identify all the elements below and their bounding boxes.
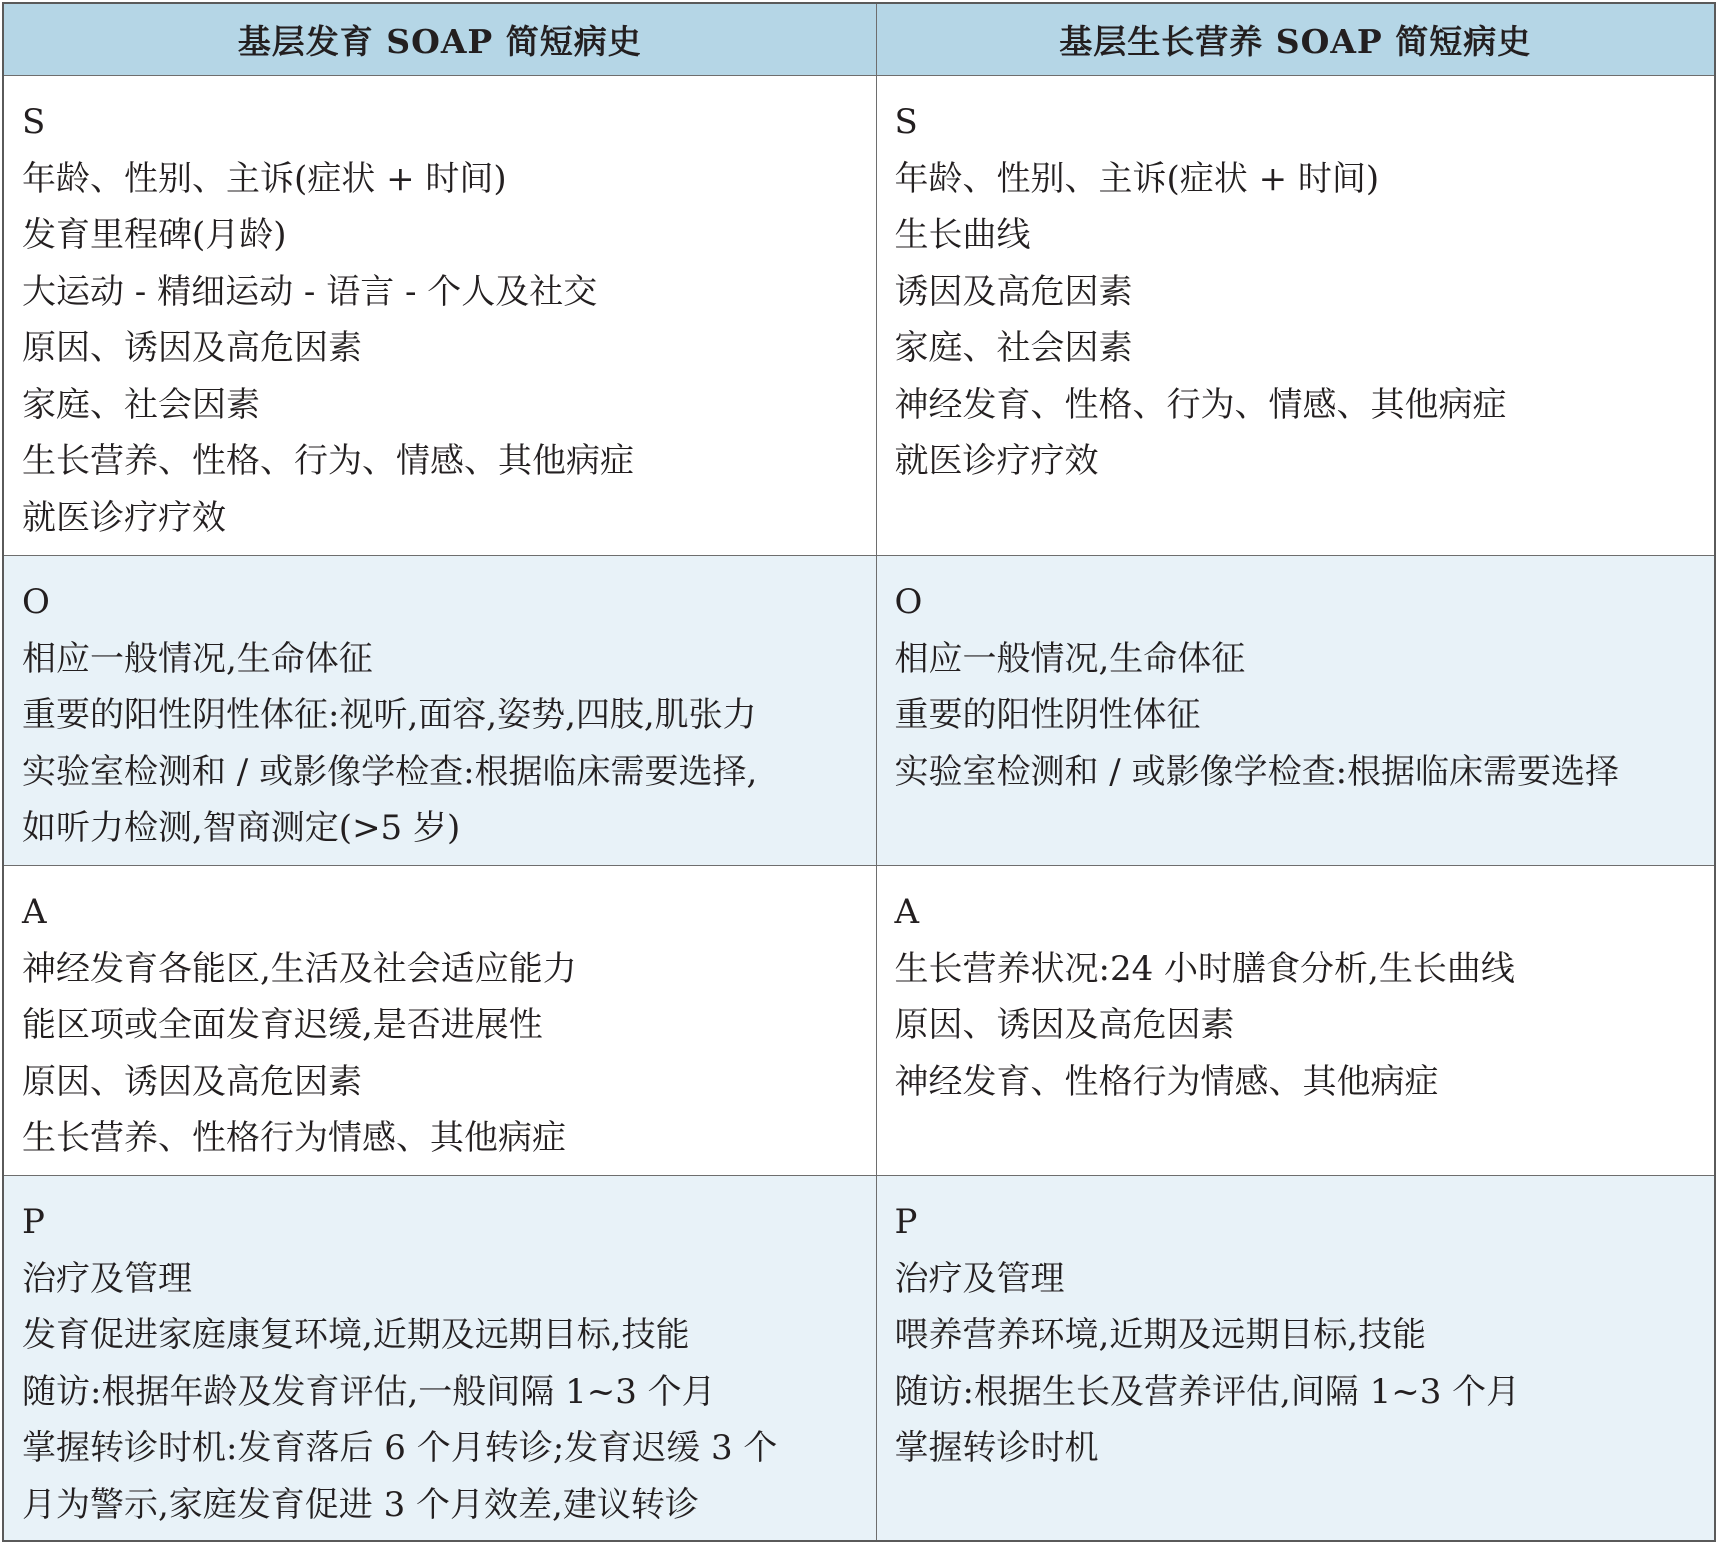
cell-line: 实验室检测和 / 或影像学检查:根据临床需要选择: [894, 751, 1620, 792]
cell-line: 原因、诱因及高危因素: [22, 1061, 362, 1102]
cell-line: 发育里程碑(月龄): [22, 215, 287, 255]
cell-line: 实验室检测和 / 或影像学检查:根据临床需要选择,: [22, 751, 758, 792]
header-growth-nutrition-soap: 基层生长营养 SOAP 简短病史: [876, 3, 1715, 76]
section-letter-s: S: [894, 102, 918, 142]
cell-line: 治疗及管理: [894, 1258, 1065, 1299]
cell-line: 原因、诱因及高危因素: [22, 328, 362, 368]
cell-line: 生长营养、性格行为情感、其他病症: [22, 1118, 566, 1158]
cell-growth-s: [876, 76, 1715, 556]
cell-development-o: [3, 556, 876, 866]
table-header-row: [3, 3, 1715, 76]
table-row-p: [3, 1176, 1715, 1542]
cell-line: 大运动 - 精细运动 - 语言 - 个人及社交: [22, 271, 598, 312]
section-letter-o: O: [894, 582, 923, 622]
cell-line: 家庭、社会因素: [22, 384, 260, 425]
cell-line: 神经发育、性格、行为、情感、其他病症: [894, 384, 1507, 425]
cell-line: 神经发育各能区,生活及社会适应能力: [22, 948, 577, 989]
cell-line: 家庭、社会因素: [894, 328, 1133, 368]
section-letter-a: A: [894, 892, 920, 932]
cell-line: 年龄、性别、主诉(症状 + 时间): [22, 158, 507, 199]
cell-line: 掌握转诊时机:发育落后 6 个月转诊;发育迟缓 3 个: [22, 1428, 778, 1468]
cell-line: 相应一般情况,生命体征: [894, 638, 1246, 679]
section-letter-s: S: [22, 102, 46, 142]
header-development-soap: 基层发育 SOAP 简短病史: [3, 3, 876, 76]
cell-line: 如听力检测,智商测定(>5 岁): [22, 808, 461, 848]
cell-development-s: [3, 76, 876, 556]
cell-line: 相应一般情况,生命体征: [22, 638, 373, 679]
cell-growth-o: [876, 556, 1715, 866]
cell-line: 原因、诱因及高危因素: [894, 1005, 1235, 1045]
section-letter-a: A: [22, 892, 47, 932]
cell-development-p: [3, 1176, 876, 1542]
section-letter-p: P: [894, 1202, 918, 1242]
cell-line: 随访:根据年龄及发育评估,一般间隔 1~3 个月: [22, 1371, 716, 1412]
cell-growth-a: [876, 866, 1715, 1176]
cell-line: 诱因及高危因素: [894, 271, 1133, 312]
cell-line: 能区项或全面发育迟缓,是否进展性: [22, 1005, 543, 1045]
table-row-s: [3, 76, 1715, 556]
table-row-o: [3, 556, 1715, 866]
cell-line: 掌握转诊时机: [894, 1428, 1099, 1468]
cell-line: 随访:根据生长及营养评估,间隔 1~3 个月: [894, 1371, 1521, 1412]
cell-line: 生长曲线: [894, 215, 1031, 255]
cell-line: 生长营养、性格、行为、情感、其他病症: [22, 441, 634, 481]
cell-development-a: [3, 866, 876, 1176]
table-row-a: [3, 866, 1715, 1176]
cell-line: 月为警示,家庭发育促进 3 个月效差,建议转诊: [22, 1484, 699, 1525]
cell-line: 就医诊疗疗效: [894, 441, 1099, 481]
cell-line: 重要的阳性阴性体征: [894, 695, 1201, 735]
cell-line: 治疗及管理: [22, 1258, 192, 1299]
cell-line: 重要的阳性阴性体征:视听,面容,姿势,四肢,肌张力: [22, 695, 757, 735]
cell-line: 生长营养状况:24 小时膳食分析,生长曲线: [894, 948, 1515, 989]
soap-comparison-table: [2, 2, 1716, 1542]
cell-line: 发育促进家庭康复环境,近期及远期目标,技能: [22, 1315, 690, 1355]
cell-line: 年龄、性别、主诉(症状 + 时间): [894, 158, 1380, 199]
section-letter-o: O: [22, 582, 50, 622]
cell-line: 喂养营养环境,近期及远期目标,技能: [894, 1315, 1427, 1355]
cell-line: 就医诊疗疗效: [22, 497, 226, 538]
section-letter-p: P: [22, 1202, 45, 1242]
cell-line: 神经发育、性格行为情感、其他病症: [894, 1061, 1439, 1102]
cell-growth-p: [876, 1176, 1715, 1542]
